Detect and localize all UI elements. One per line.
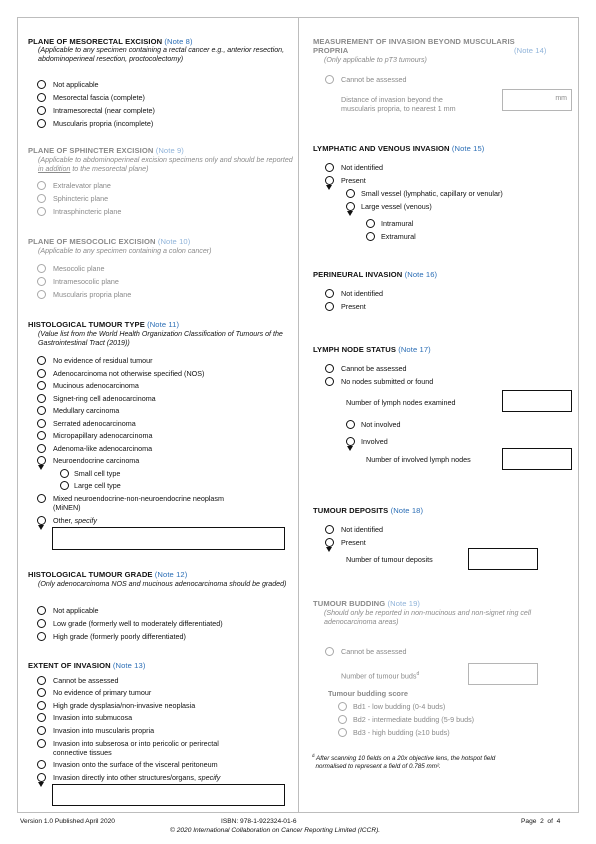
radio-bd2[interactable] [338,715,347,724]
option-label: Mesorectal fascia (complete) [53,93,145,102]
radio-no-primary[interactable] [37,688,46,697]
option-label: Adenoma-like adenocarcinoma [53,444,153,453]
radio-not-involved[interactable] [346,420,355,429]
option-label: Cannot be assessed [53,676,119,685]
radio-no-residual[interactable] [37,356,46,365]
radio-grade-not-applicable[interactable] [37,606,46,615]
option-label: High grade (formerly poorly differentiated) [53,632,186,641]
deposits-count-label: Number of tumour deposits [346,555,433,564]
nodes-examined-field[interactable] [502,390,572,412]
note-10-link[interactable]: (Note 10) [157,237,191,246]
branch-arrow-icon [347,211,353,216]
radio-bd3[interactable] [338,728,347,737]
option-label: Muscularis propria plane [53,290,132,299]
radio-large-cell[interactable] [60,481,69,490]
radio-signet-ring[interactable] [37,394,46,403]
option-label: Large cell type [74,481,121,490]
radio-subserosa[interactable] [37,739,46,748]
note-18-link[interactable]: (Note 18) [390,506,424,515]
radio-other-structures[interactable] [37,773,46,782]
option-label: Not identified [341,525,383,534]
tumour-type-instruction: (Value list from the World Health Organization Classification of Tumours of the Gastrointestinal Tract (2019)) [38,330,283,348]
option-label: Not identified [341,289,383,298]
branch-arrow-icon [38,782,44,787]
radio-submucosa[interactable] [37,713,46,722]
mesocolic-heading: PLANE OF MESOCOLIC EXCISION (Note 10) [28,237,191,246]
option-label: (MiNEN) [53,503,81,512]
option-label: Low grade (formerly well to moderately differentiated) [53,619,223,628]
option-label: connective tissues [53,748,112,757]
note-16-link[interactable]: (Note 16) [404,270,438,279]
sphincter-instruction: (Applicable to abdominoperineal excision specimens only and should be reported in addition to the mesorectal plane) [38,156,293,174]
option-label: Medullary carcinoma [53,406,120,415]
perineural-heading: PERINEURAL INVASION (Note 16) [313,270,438,279]
option-label: Small vessel (lymphatic, capillary or venular) [361,189,503,198]
nodes-examined-label: Number of lymph nodes examined [346,398,456,407]
budding-score-heading: Tumour budding score [328,689,408,698]
muscularis-heading: MEASUREMENT OF INVASION BEYOND MUSCULARIS [313,37,515,46]
branch-arrow-icon [326,547,332,552]
muscularis-instruction: (Only applicable to pT3 tumours) [324,56,427,64]
other-type-specify-field[interactable] [52,527,285,550]
branch-arrow-icon [38,525,44,530]
radio-minen[interactable] [37,494,46,503]
option-label: No nodes submitted or found [341,377,434,386]
option-label: Invasion into submucosa [53,713,133,722]
option-label: Neuroendocrine carcinoma [53,456,140,465]
radio-high-grade[interactable] [37,632,46,641]
option-label: Extralevator plane [53,181,111,190]
mesocolic-instruction: (Applicable to any specimen containing a colon cancer) [38,247,212,255]
lymphatic-heading: LYMPHATIC AND VENOUS INVASION (Note 15) [313,144,485,153]
option-label: Adenocarcinoma not otherwise specified (NOS) [53,369,205,378]
radio-visceral-peritoneum[interactable] [37,760,46,769]
radio-involved[interactable] [346,437,355,446]
radio-lymphatic-present[interactable] [325,176,334,185]
option-label: Invasion directly into other structures/organs, specify [53,773,221,782]
radio-muscularis-plane[interactable] [37,290,46,299]
tumour-buds-label: Number of tumour buds$^d$ [341,671,420,681]
distance-label: Distance of invasion beyond the [341,95,443,104]
radio-intramesorectal[interactable] [37,106,46,115]
option-label: Invasion into muscularis propria [53,726,155,735]
option-label: Bd3 - high budding (≥10 buds) [353,728,450,737]
note-13-link[interactable]: (Note 13) [112,661,146,670]
radio-perineural-present[interactable] [325,302,334,311]
option-label: No evidence of primary tumour [53,688,152,697]
option-label: Bd2 - intermediate budding (5-9 buds) [353,715,475,724]
option-label: Cannot be assessed [341,75,407,84]
radio-perineural-not-identified[interactable] [325,289,334,298]
radio-muscularis-propria[interactable] [37,726,46,735]
option-label: Extramural [381,232,416,241]
option-label: Cannot be assessed [341,364,407,373]
note-19-link[interactable]: (Note 19) [387,599,421,608]
radio-lymphatic-not-identified[interactable] [325,163,334,172]
option-label: Cannot be assessed [341,647,407,656]
radio-muscularis-cannot-assess[interactable] [325,75,334,84]
mesorectal-instruction: (Applicable to any specimen containing a rectal cancer e.g., anterior resection, abdominoperineal resection, proctocolectomy) [38,46,285,64]
radio-intrasphincteric[interactable] [37,207,46,216]
unit-label: mm [555,95,567,102]
column-divider [298,17,299,813]
option-label: Micropapillary adenocarcinoma [53,431,153,440]
option-label: Intramesorectal (near complete) [53,106,155,115]
option-label: Intramural [381,219,414,228]
radio-high-grade-dysplasia[interactable] [37,701,46,710]
option-label: Invasion into subserosa or into pericolic or perirectal [53,739,219,748]
grade-instruction: (Only adenocarcinoma NOS and mucinous adenocarcinoma should be graded) [38,580,287,588]
copyright-text: © 2020 International Collaboration on Cancer Reporting Limited (ICCR). [170,827,381,834]
option-label: Other, specify [53,516,97,525]
option-label: Not identified [341,163,383,172]
radio-muscularis-incomplete[interactable] [37,119,46,128]
option-label: Intrasphincteric plane [53,207,122,216]
radio-large-vessel[interactable] [346,202,355,211]
option-label: Bd1 - low budding (0-4 buds) [353,702,446,711]
radio-other-type[interactable] [37,516,46,525]
option-label: Small cell type [74,469,121,478]
option-label: Not involved [361,420,401,429]
branch-arrow-icon [38,465,44,470]
radio-bd1[interactable] [338,702,347,711]
version-text: Version 1.0 Published April 2020 [20,818,115,825]
option-label: Present [341,176,366,185]
radio-sphincteric[interactable] [37,194,46,203]
option-label: Intramesocolic plane [53,277,119,286]
option-label: Involved [361,437,388,446]
other-structures-specify-field[interactable] [52,784,285,806]
radio-low-grade[interactable] [37,619,46,628]
radio-adenocarcinoma-nos[interactable] [37,369,46,378]
involved-nodes-label: Number of involved lymph nodes [366,455,471,464]
branch-arrow-icon [326,185,332,190]
grade-heading: HISTOLOGICAL TUMOUR GRADE (Note 12) [28,570,188,579]
mesorectal-heading: PLANE OF MESORECTAL EXCISION (Note 8) [28,37,193,46]
radio-budding-cannot-assess[interactable] [325,647,334,656]
radio-extramural[interactable] [366,232,375,241]
option-label: Mesocolic plane [53,264,105,273]
option-label: Mucinous adenocarcinoma [53,381,139,390]
radio-intramural[interactable] [366,219,375,228]
note-17-link[interactable]: (Note 17) [398,345,431,354]
option-label: Present [341,538,366,547]
radio-small-vessel[interactable] [346,189,355,198]
budding-footnote: $^d$ After scanning 10 fields on a 20x objective lens, the hotspot field normalised to represent a field of 0.785 mm². [312,753,496,771]
option-label: Not applicable [53,606,99,615]
option-label: Not applicable [53,80,99,89]
radio-extent-cannot-assess[interactable] [37,676,46,685]
radio-no-nodes[interactable] [325,377,334,386]
branch-arrow-icon [347,446,353,451]
note-12-link[interactable]: (Note 12) [154,570,188,579]
option-label: Large vessel (venous) [361,202,432,211]
radio-mucinous[interactable] [37,381,46,390]
tumour-type-heading: HISTOLOGICAL TUMOUR TYPE (Note 11) [28,320,180,329]
option-label: Signet-ring cell adenocarcinoma [53,394,156,403]
radio-neuroendocrine[interactable] [37,456,46,465]
radio-deposits-not-identified[interactable] [325,525,334,534]
involved-nodes-field[interactable] [502,448,572,470]
page-indicator: Page 2 of 4 [521,818,561,825]
note-8-link[interactable]: (Note 8) [164,37,193,46]
budding-heading: TUMOUR BUDDING (Note 19) [313,599,421,608]
radio-mesorectal-not-applicable[interactable] [37,80,46,89]
tumour-buds-field[interactable] [468,663,538,685]
budding-instruction: (Should only be reported in non-mucinous and non-signet ring cell adenocarcinoma areas) [324,609,532,627]
option-label: High grade dysplasia/non-invasive neoplasia [53,701,196,710]
distance-label-2: muscularis propria, to nearest 1 mm [341,104,456,113]
radio-intramesocolic[interactable] [37,277,46,286]
radio-lymph-cannot-assess[interactable] [325,364,334,373]
note-11-link[interactable]: (Note 11) [147,320,180,329]
radio-deposits-present[interactable] [325,538,334,547]
radio-medullary[interactable] [37,406,46,415]
radio-micropapillary[interactable] [37,431,46,440]
radio-mesorectal-complete[interactable] [37,93,46,102]
distance-mm-field[interactable] [502,89,572,111]
option-label: Serrated adenocarcinoma [53,419,136,428]
option-label: No evidence of residual tumour [53,356,153,365]
deposits-count-field[interactable] [468,548,538,570]
radio-mesocolic[interactable] [37,264,46,273]
option-label: Invasion onto the surface of the visceral peritoneum [53,760,218,769]
radio-extralevator[interactable] [37,181,46,190]
note-14-link[interactable]: (Note 14) [514,46,547,55]
radio-adenoma-like[interactable] [37,444,46,453]
lymph-node-heading: LYMPH NODE STATUS (Note 17) [313,345,431,354]
option-label: Present [341,302,366,311]
isbn-text: ISBN: 978-1-922324-01-6 [221,818,297,825]
radio-small-cell[interactable] [60,469,69,478]
radio-serrated[interactable] [37,419,46,428]
extent-heading: EXTENT OF INVASION (Note 13) [28,661,146,670]
deposits-heading: TUMOUR DEPOSITS (Note 18) [313,506,424,515]
option-label: Muscularis propria (incomplete) [53,119,154,128]
muscularis-heading-2: PROPRIA [313,46,349,55]
note-15-link[interactable]: (Note 15) [451,144,485,153]
option-label: Mixed neuroendocrine-non-neuroendocrine neoplasm [53,494,225,503]
note-9-link[interactable]: (Note 9) [155,146,184,155]
option-label: Sphincteric plane [53,194,109,203]
sphincter-heading: PLANE OF SPHINCTER EXCISION (Note 9) [28,146,184,155]
